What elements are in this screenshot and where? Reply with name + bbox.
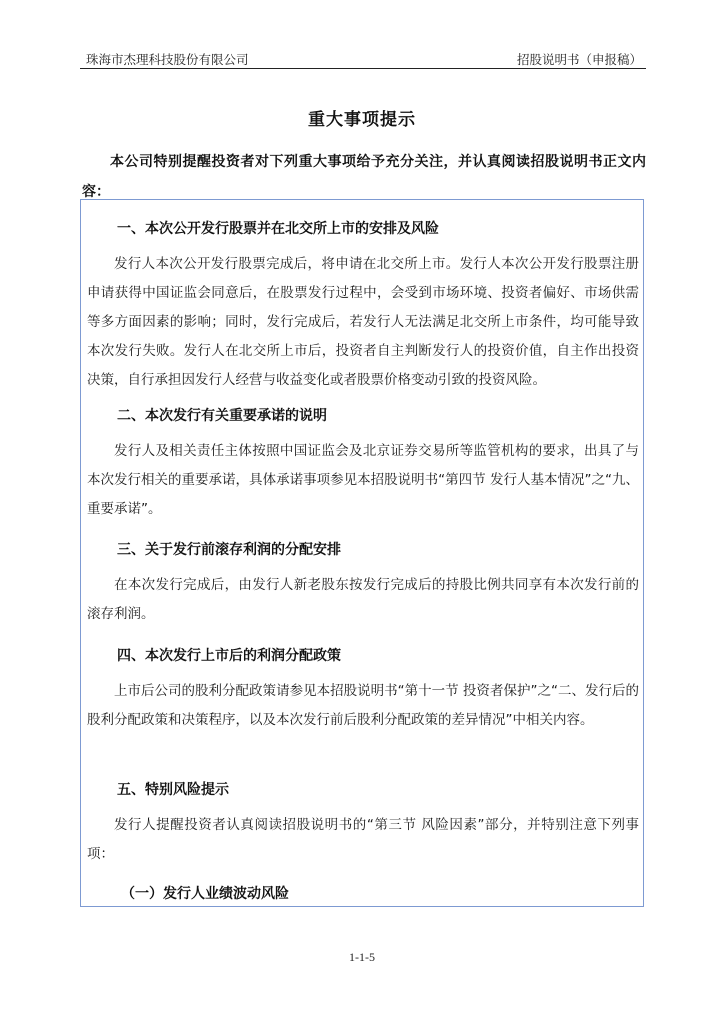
section-body-1: 发行人本次公开发行股票完成后，将申请在北交所上市。发行人本次公开发行股票注册申请获得中国证监会同意后，在股票发行过程中，会受到市场环境、投资者偏好、市场供需等多方面因素的影响；同时，发行完成后，若发行人无法满足北交所上市条件，均可能导致本次发行失败。发行人在北交所上市后，投资者自主判断发行人的投资价值，自主作出投资决策，自行承担因发行人经营与收益变化或者股票价格变动引致的投资风险。 — [87, 256, 639, 388]
header-doc-type: 招股说明书（申报稿） — [516, 52, 642, 67]
section-body-3: 在本次发行完成后，由发行人新老股东按发行完成后的持股比例共同享有本次发行前的滚存利润。 — [87, 577, 639, 622]
header-company: 珠海市杰理科技股份有限公司 — [86, 52, 249, 67]
page-title: 重大事项提示 — [308, 110, 416, 130]
section-heading-5: 五、特别风险提示 — [117, 782, 229, 798]
page-header — [80, 50, 646, 69]
page-number: 1-1-5 — [349, 950, 375, 964]
subsection-heading: （一）发行人业绩波动风险 — [121, 886, 289, 902]
section-heading-4: 四、本次发行上市后的利润分配政策 — [117, 648, 341, 664]
section-heading-1: 一、本次公开发行股票并在北交所上市的安排及风险 — [117, 221, 439, 237]
section-body-5: 发行人提醒投资者认真阅读招股说明书的“第三节 风险因素”部分，并特别注意下列事项： — [87, 817, 639, 862]
section-heading-3: 三、关于发行前滚存利润的分配安排 — [117, 542, 341, 558]
section-body-2: 发行人及相关责任主体按照中国证监会及北京证券交易所等监管机构的要求，出具了与本次发行相关的重要承诺，具体承诺事项参见本招股说明书“第四节 发行人基本情况”之“九、重要承诺”。 — [87, 443, 639, 517]
intro-paragraph: 本公司特别提醒投资者对下列重大事项给予充分关注，并认真阅读招股说明书正文内容： — [82, 154, 646, 200]
section-body-4: 上市后公司的股利分配政策请参见本招股说明书“第十一节 投资者保护”之“二、发行后的股利分配政策和决策程序，以及本次发行前后股利分配政策的差异情况”中相关内容。 — [87, 683, 639, 728]
section-heading-2: 二、本次发行有关重要承诺的说明 — [117, 408, 327, 424]
